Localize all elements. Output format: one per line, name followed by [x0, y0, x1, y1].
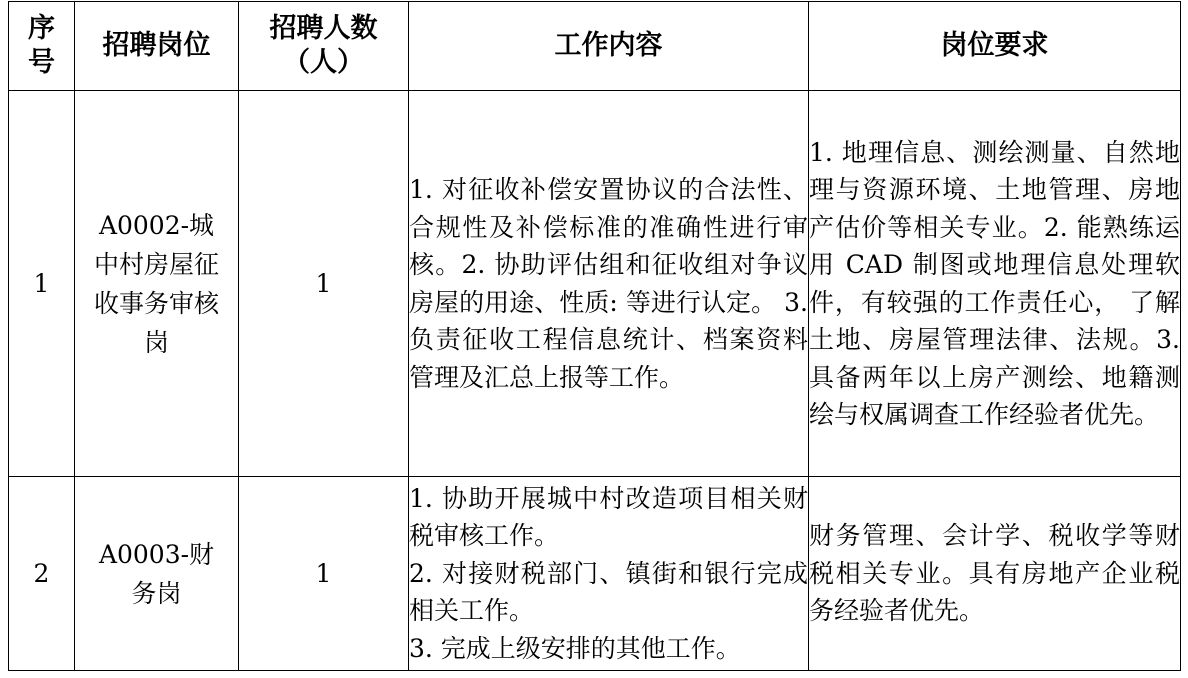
table-row: [9, 477, 1181, 671]
row-seq: 1: [9, 91, 75, 477]
row-count: 1: [239, 477, 409, 671]
header-requirements: 岗位要求: [809, 2, 1181, 91]
recruitment-table: [8, 1, 1181, 671]
table-row: [9, 91, 1181, 477]
table-header-row: [9, 2, 1181, 91]
header-seq: 序号: [9, 2, 75, 91]
header-count: 招聘人数（人）: [239, 2, 409, 91]
duty-item: 3. 完成上级安排的其他工作。: [409, 633, 741, 663]
header-duties: 工作内容: [409, 2, 809, 91]
duty-item: 2. 对接财税部门、镇街和银行完成相关工作。: [409, 558, 808, 626]
row-seq: 2: [9, 477, 75, 671]
duty-item: 1. 协助开展城中村改造项目相关财税审核工作。: [409, 483, 808, 551]
row-count: 1: [239, 91, 409, 477]
row-requirements: 1. 地理信息、测绘测量、自然地理与资源环境、土地管理、房地产估价等相关专业。2. 能熟练运用 CAD 制图或地理信息处理软件，有较强的工作责任心， 了解土地、房屋管理法律、法规。3. 具备两年以上房产测绘、地籍测绘与权属调查工作经验者优先。: [809, 91, 1181, 477]
header-position: 招聘岗位: [75, 2, 239, 91]
row-position: A0002-城中村房屋征收事务审核岗: [75, 91, 239, 477]
row-duties: [409, 477, 809, 671]
row-position: A0003-财务岗: [75, 477, 239, 671]
row-duties: 1. 对征收补偿安置协议的合法性、合规性及补偿标准的准确性进行审核。2. 协助评估组和征收组对争议房屋的用途、性质: 等进行认定。 3. 负责征收工程信息统计、档案资料管理及汇总上报等工作。: [409, 91, 809, 477]
row-requirements: 财务管理、会计学、税收学等财税相关专业。具有房地产企业税务经验者优先。: [809, 477, 1181, 671]
